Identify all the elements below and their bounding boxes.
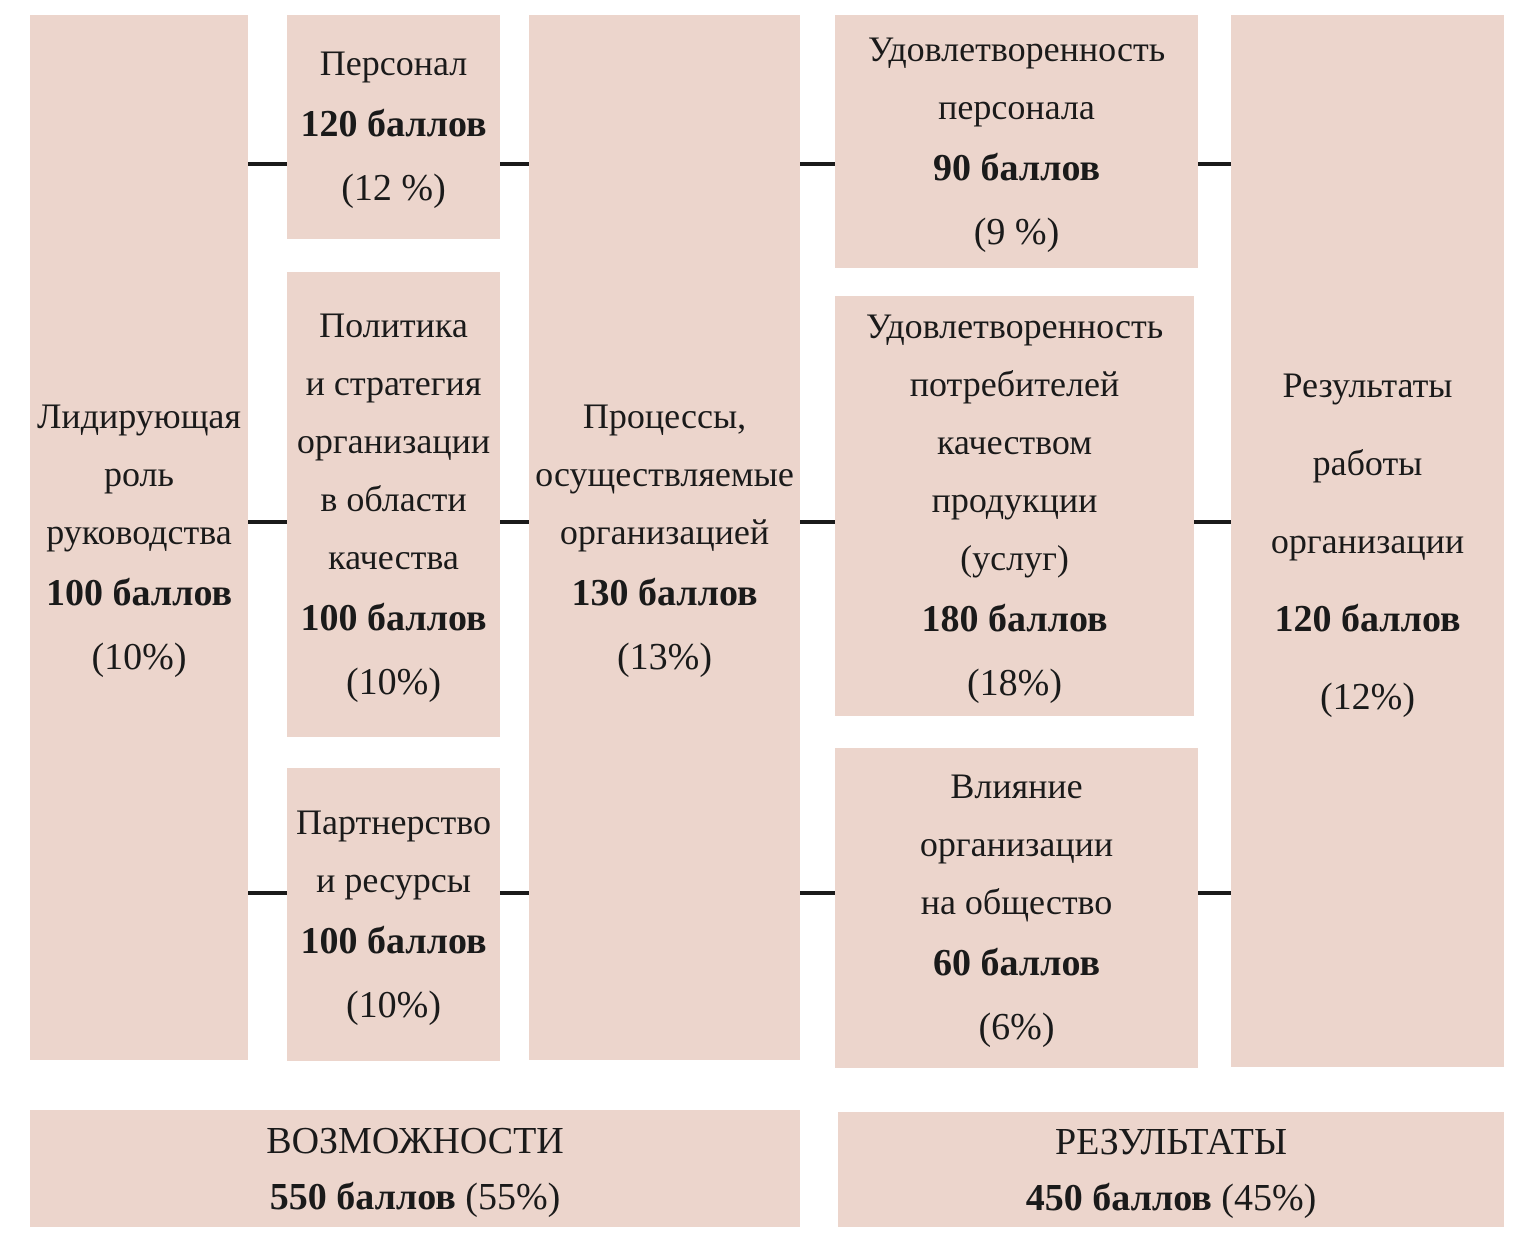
- footer-results-points: 450 баллов: [1025, 1176, 1212, 1219]
- box-results-line: Результаты: [1282, 365, 1453, 405]
- box-policy-points: 100 баллов: [300, 596, 487, 639]
- box-results-points: 120 баллов: [1274, 598, 1461, 640]
- footer-results-title: РЕЗУЛЬТАТЫ: [1054, 1120, 1288, 1163]
- connector: [800, 520, 835, 524]
- box-personnel: [287, 15, 500, 239]
- box-customer-satisfaction-points: 180 баллов: [921, 598, 1108, 640]
- footer-enablers-points: 550 баллов: [269, 1175, 456, 1218]
- box-processes-line: организацией: [559, 511, 770, 552]
- box-processes-line: осуществляемые: [535, 453, 794, 494]
- box-staff-satisfaction-line: Удовлетворенность: [867, 28, 1166, 69]
- box-processes: [529, 15, 800, 1060]
- box-customer-satisfaction-percent: (18%): [967, 662, 1062, 704]
- box-policy: [287, 272, 500, 737]
- footer-enablers-summary: [270, 1169, 561, 1225]
- box-results-line: организации: [1270, 521, 1465, 561]
- box-personnel-percent: (12 %): [341, 167, 446, 209]
- box-society-impact-points: 60 баллов: [932, 942, 1101, 984]
- box-staff-satisfaction-percent: (9 %): [973, 210, 1060, 253]
- box-processes-points: 130 баллов: [571, 571, 758, 614]
- box-customer-satisfaction-line: потребителей: [909, 364, 1120, 404]
- box-staff-satisfaction-line: персонала: [938, 86, 1095, 127]
- box-processes-percent: (13%): [617, 635, 712, 678]
- box-customer-satisfaction-line: (услуг): [960, 538, 1069, 578]
- connector: [1198, 162, 1231, 166]
- connector: [800, 891, 835, 895]
- box-leadership-percent: (10%): [91, 635, 187, 678]
- connector: [500, 162, 529, 166]
- box-policy-line: организации: [296, 420, 491, 461]
- footer-results: [838, 1112, 1504, 1227]
- box-customer-satisfaction: [835, 296, 1194, 716]
- box-leadership: [30, 15, 248, 1060]
- box-policy-percent: (10%): [346, 660, 441, 703]
- box-society-impact-line: на общество: [920, 882, 1113, 922]
- box-customer-satisfaction-line: Удовлетворенность: [865, 306, 1164, 346]
- box-results-percent: (12%): [1320, 676, 1415, 718]
- footer-enablers: [30, 1110, 800, 1227]
- connector: [248, 891, 287, 895]
- footer-enablers-title: ВОЗМОЖНОСТИ: [266, 1119, 564, 1162]
- box-leadership-line: Лидирующая: [37, 395, 241, 436]
- box-customer-satisfaction-line: качеством: [936, 422, 1093, 462]
- box-society-impact-percent: (6%): [978, 1006, 1055, 1048]
- footer-results-percent: (45%): [1221, 1176, 1317, 1219]
- box-partnership: [287, 768, 500, 1061]
- box-customer-satisfaction-line: продукции: [931, 480, 1098, 520]
- box-society-impact-line: Влияние: [950, 766, 1083, 806]
- box-personnel-points: 120 баллов: [300, 103, 487, 145]
- box-processes-line: Процессы,: [582, 395, 747, 436]
- box-policy-line: качества: [328, 536, 459, 577]
- connector: [1198, 891, 1231, 895]
- connector: [248, 520, 287, 524]
- connector: [800, 162, 835, 166]
- connector: [500, 520, 529, 524]
- box-policy-line: в области: [320, 478, 467, 519]
- box-results: [1231, 15, 1504, 1067]
- connector: [500, 891, 529, 895]
- box-results-line: работы: [1312, 443, 1423, 483]
- box-leadership-line: роль: [104, 453, 174, 494]
- footer-enablers-percent: (55%): [465, 1175, 561, 1218]
- box-personnel-line: Персонал: [319, 43, 468, 83]
- box-policy-line: Политика: [319, 304, 468, 345]
- box-staff-satisfaction-points: 90 баллов: [932, 146, 1101, 189]
- box-society-impact: [835, 748, 1198, 1068]
- box-society-impact-line: организации: [919, 824, 1114, 864]
- footer-results-summary: [1026, 1170, 1317, 1226]
- box-leadership-points: 100 баллов: [45, 571, 233, 614]
- connector: [1194, 520, 1231, 524]
- box-policy-line: и стратегия: [305, 362, 482, 403]
- box-partnership-line: Партнерство: [296, 801, 491, 842]
- box-partnership-percent: (10%): [346, 983, 441, 1026]
- box-leadership-line: руководства: [46, 511, 232, 552]
- box-partnership-points: 100 баллов: [300, 919, 487, 962]
- box-partnership-line: и ресурсы: [316, 859, 471, 900]
- connector: [248, 162, 287, 166]
- box-staff-satisfaction: [835, 15, 1198, 268]
